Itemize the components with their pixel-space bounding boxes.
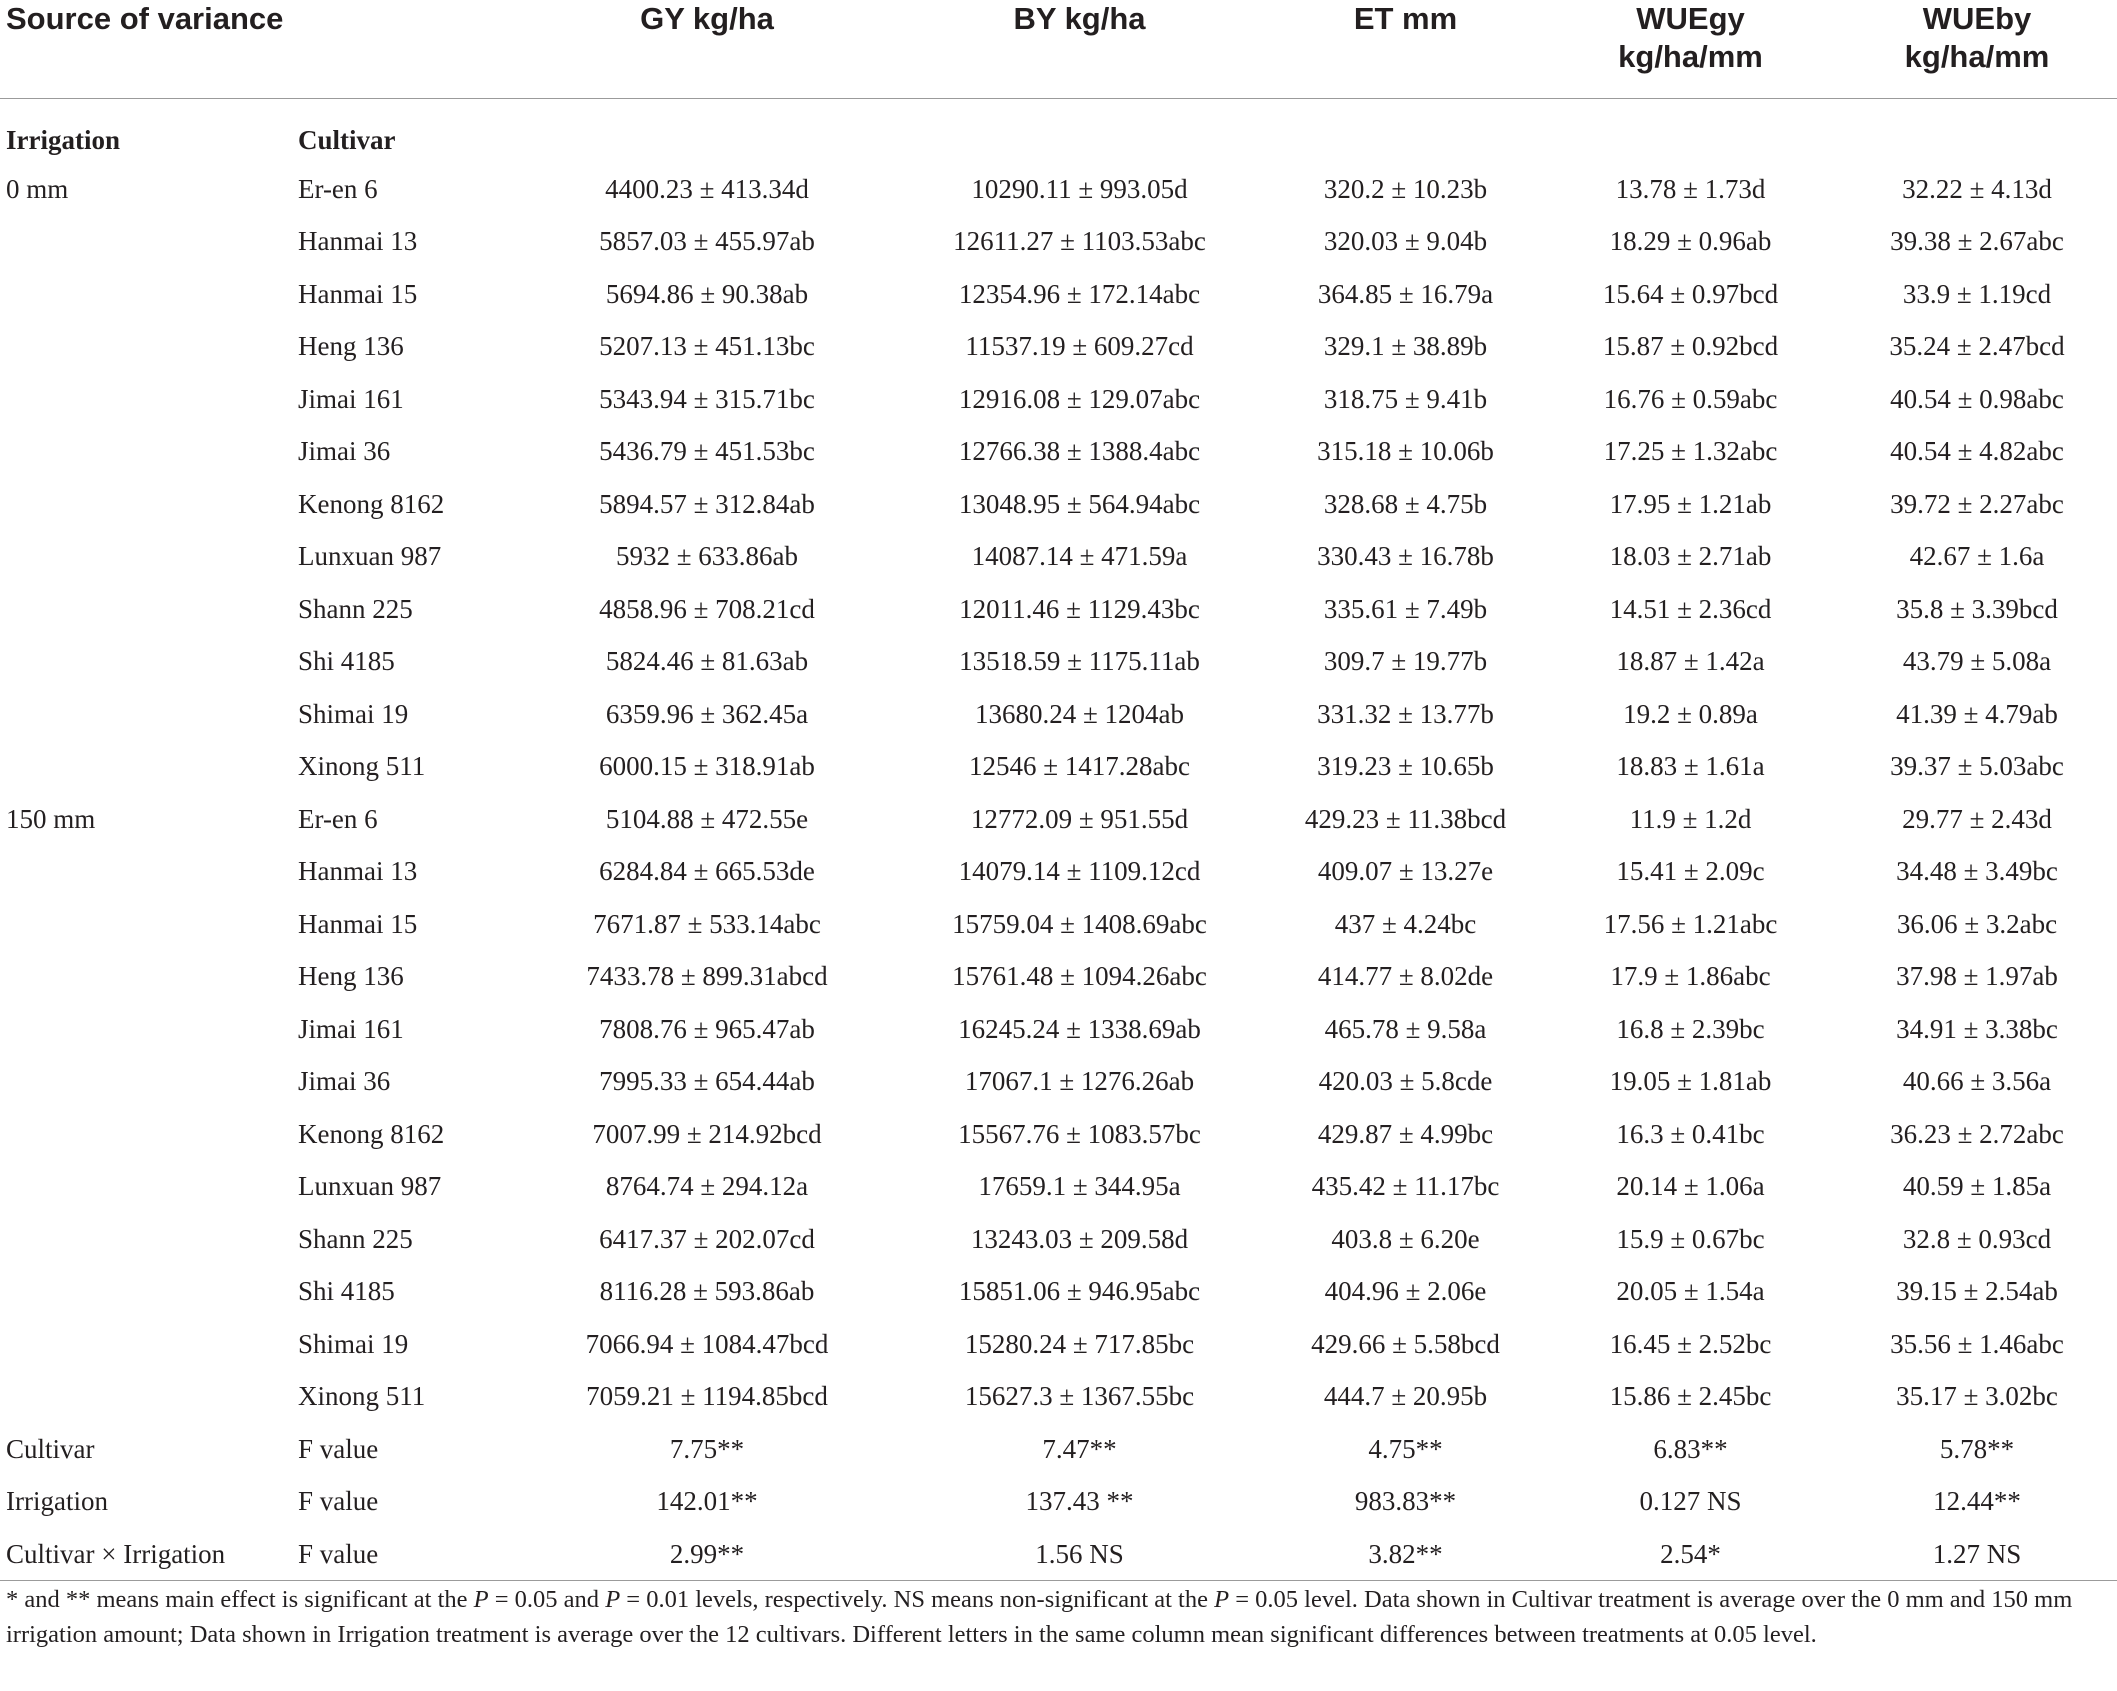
wueby-cell: 41.39 ± 4.79ab [1896, 698, 2058, 729]
et-f-value: 3.82** [1267, 1528, 1544, 1581]
cultivar-name: Jimai 36 [298, 1066, 391, 1097]
irrigation-level [0, 1108, 298, 1161]
by-f-value: 7.47** [1042, 1433, 1117, 1464]
by-cell: 12011.46 ± 1129.43bc [959, 593, 1200, 624]
table-row [0, 216, 2117, 269]
wueby-cell: 39.72 ± 2.27abc [1890, 488, 2064, 519]
et-cell: 465.78 ± 9.58a [1324, 1013, 1487, 1044]
et-cell: 364.85 ± 16.79a [1317, 278, 1494, 309]
wuegy-cell: 18.29 ± 0.96ab [1609, 226, 1772, 257]
cultivar-name: Shann 225 [298, 1223, 413, 1254]
gy-cell: 6417.37 ± 202.07cd [599, 1223, 815, 1254]
table-row [0, 1371, 2117, 1424]
by-cell: 12354.96 ± 172.14abc [958, 278, 1201, 309]
et-cell: 420.03 ± 5.8cde [1318, 1066, 1493, 1097]
table-row [0, 583, 2117, 636]
by-cell: 10290.11 ± 993.05d [971, 173, 1188, 204]
table-row [0, 426, 2117, 479]
by-cell: 14087.14 ± 471.59a [971, 541, 1188, 572]
by-cell: 13680.24 ± 1204ab [974, 698, 1185, 729]
by-cell: 17067.1 ± 1276.26ab [964, 1066, 1195, 1097]
cultivar-name: Er-en 6 [298, 803, 378, 834]
stats-label: F value [298, 1528, 522, 1581]
wueby-cell: 35.24 ± 2.47bcd [1889, 331, 2065, 362]
table-row [0, 1108, 2117, 1161]
wueby-cell: 39.15 ± 2.54ab [1896, 1276, 2058, 1307]
gy-cell: 7671.87 ± 533.14abc [593, 908, 821, 939]
wueby-cell: 35.17 ± 3.02bc [1896, 1381, 2058, 1412]
stats-source: Cultivar × Irrigation [0, 1528, 298, 1581]
et-cell: 331.32 ± 13.77b [1317, 698, 1494, 729]
table-row [0, 1318, 2117, 1371]
et-cell: 444.7 ± 20.95b [1323, 1381, 1488, 1412]
wuegy-cell: 17.9 ± 1.86abc [1610, 961, 1771, 992]
table-row [0, 373, 2117, 426]
gy-cell: 7808.76 ± 965.47ab [599, 1013, 815, 1044]
by-cell: 12916.08 ± 129.07abc [958, 383, 1201, 414]
gy-cell: 5894.57 ± 312.84ab [599, 488, 815, 519]
wueby-f-value: 1.27 NS [1837, 1528, 2117, 1581]
irrigation-level [0, 216, 298, 269]
header-source: Source of variance [6, 1, 284, 36]
by-f-value: 1.56 NS [892, 1528, 1267, 1581]
by-cell: 15280.24 ± 717.85bc [964, 1328, 1195, 1359]
table-row [0, 1056, 2117, 1109]
wuegy-cell: 20.14 ± 1.06a [1616, 1171, 1765, 1202]
cultivar-name: Jimai 36 [298, 436, 391, 467]
by-cell: 16245.24 ± 1338.69ab [958, 1013, 1201, 1044]
cultivar-name: Kenong 8162 [298, 488, 445, 519]
gy-cell: 5857.03 ± 455.97ab [599, 226, 815, 257]
irrigation-level [0, 531, 298, 584]
wuegy-cell: 17.95 ± 1.21ab [1609, 488, 1772, 519]
irrigation-level [0, 373, 298, 426]
gy-cell: 5694.86 ± 90.38ab [605, 278, 809, 309]
irrigation-level [0, 1318, 298, 1371]
et-cell: 330.43 ± 16.78b [1317, 541, 1494, 572]
by-cell: 15567.76 ± 1083.57bc [958, 1118, 1201, 1149]
wueby-cell: 35.56 ± 1.46abc [1890, 1328, 2064, 1359]
wuegy-cell: 16.76 ± 0.59abc [1603, 383, 1778, 414]
cultivar-name: Shimai 19 [298, 1328, 409, 1359]
cultivar-name: Jimai 161 [298, 383, 404, 414]
et-cell: 335.61 ± 7.49b [1323, 593, 1488, 624]
by-cell: 13518.59 ± 1175.11ab [959, 646, 1200, 677]
subheader-row [0, 99, 2117, 164]
gy-cell: 7433.78 ± 899.31abcd [586, 961, 828, 992]
wuegy-cell: 19.2 ± 0.89a [1623, 698, 1758, 729]
wueby-cell: 32.8 ± 0.93cd [1902, 1223, 2052, 1254]
gy-cell: 7059.21 ± 1194.85bcd [586, 1381, 828, 1412]
irrigation-level [0, 583, 298, 636]
wueby-f-value: 12.44** [1933, 1486, 2021, 1517]
stats-source: Irrigation [6, 1486, 108, 1517]
wuegy-cell: 20.05 ± 1.54a [1616, 1276, 1765, 1307]
table-row [0, 478, 2117, 531]
gy-cell: 6284.84 ± 665.53de [599, 856, 815, 887]
table-row [0, 1161, 2117, 1214]
cultivar-name: Heng 136 [298, 961, 404, 992]
subheader-irrigation: Irrigation [6, 124, 120, 155]
gy-cell: 6359.96 ± 362.45a [605, 698, 809, 729]
wueby-cell: 34.48 ± 3.49bc [1896, 856, 2058, 887]
et-cell: 319.23 ± 10.65b [1317, 751, 1494, 782]
wueby-cell: 33.9 ± 1.19cd [1902, 278, 2052, 309]
et-f-value: 4.75** [1368, 1433, 1443, 1464]
gy-cell: 7995.33 ± 654.44ab [599, 1066, 815, 1097]
cultivar-name: Kenong 8162 [298, 1118, 445, 1149]
wueby-cell: 42.67 ± 1.6a [1909, 541, 2045, 572]
stats-label: F value [298, 1486, 379, 1517]
stats-row [0, 1476, 2117, 1529]
gy-f-value: 7.75** [669, 1433, 745, 1464]
irrigation-level [0, 1213, 298, 1266]
table-row [0, 268, 2117, 321]
wuegy-cell: 13.78 ± 1.73d [1615, 173, 1766, 204]
by-cell: 15761.48 ± 1094.26abc [952, 961, 1207, 992]
irrigation-level [0, 321, 298, 374]
wuegy-cell: 14.51 ± 2.36cd [1609, 593, 1772, 624]
gy-cell: 7007.99 ± 214.92bcd [592, 1118, 822, 1149]
wuegy-cell: 15.64 ± 0.97bcd [1602, 278, 1779, 309]
cultivar-name: Er-en 6 [298, 173, 378, 204]
table-row [0, 1266, 2117, 1319]
subheader-cultivar: Cultivar [298, 124, 396, 155]
irrigation-level [0, 846, 298, 899]
irrigation-level [0, 1003, 298, 1056]
wuegy-cell: 15.9 ± 0.67bc [1616, 1223, 1765, 1254]
irrigation-level [0, 688, 298, 741]
header-by: BY kg/ha [1013, 1, 1146, 36]
gy-cell: 4858.96 ± 708.21cd [599, 593, 815, 624]
wuegy-f-value: 6.83** [1653, 1433, 1728, 1464]
wuegy-cell: 17.56 ± 1.21abc [1603, 908, 1778, 939]
by-cell: 17659.1 ± 344.95a [978, 1171, 1181, 1202]
irrigation-level: 150 mm [6, 803, 96, 834]
et-cell: 429.23 ± 11.38bcd [1304, 803, 1507, 834]
gy-cell: 5932 ± 633.86ab [615, 541, 799, 572]
by-cell: 13243.03 ± 209.58d [970, 1223, 1189, 1254]
irrigation-level [0, 1266, 298, 1319]
wueby-cell: 29.77 ± 2.43d [1902, 803, 2052, 834]
cultivar-name: Shann 225 [298, 593, 413, 624]
header-gy: GY kg/ha [640, 1, 774, 36]
wuegy-f-value: 2.54* [1544, 1528, 1837, 1581]
et-cell: 309.7 ± 19.77b [1323, 646, 1488, 677]
cultivar-name: Lunxuan 987 [298, 541, 442, 572]
gy-cell: 5824.46 ± 81.63ab [605, 646, 809, 677]
wuegy-cell: 15.87 ± 0.92bcd [1602, 331, 1779, 362]
cultivar-name: Heng 136 [298, 331, 404, 362]
wueby-cell: 40.54 ± 0.98abc [1890, 383, 2064, 414]
cultivar-name: Jimai 161 [298, 1013, 404, 1044]
table-row [0, 1003, 2117, 1056]
by-cell: 14079.14 ± 1109.12cd [958, 856, 1201, 887]
by-cell: 13048.95 ± 564.94abc [958, 488, 1201, 519]
wueby-f-value: 5.78** [1939, 1433, 2015, 1464]
wueby-cell: 39.38 ± 2.67abc [1890, 226, 2064, 257]
stats-row [0, 1423, 2117, 1476]
wueby-cell: 40.66 ± 3.56a [1902, 1066, 2052, 1097]
stats-label: F value [298, 1433, 379, 1464]
stats-row [0, 1528, 2117, 1581]
et-cell: 315.18 ± 10.06b [1317, 436, 1494, 467]
irrigation-level [0, 1371, 298, 1424]
cultivar-name: Shi 4185 [298, 1276, 395, 1307]
wueby-cell: 36.23 ± 2.72abc [1890, 1118, 2064, 1149]
gy-cell: 5343.94 ± 315.71bc [599, 383, 815, 414]
header-et: ET mm [1353, 1, 1458, 36]
cultivar-name: Hanmai 13 [298, 856, 418, 887]
table-row [0, 898, 2117, 951]
gy-cell: 8764.74 ± 294.12a [605, 1171, 809, 1202]
et-cell: 437 ± 4.24bc [1334, 908, 1477, 939]
gy-cell: 5436.79 ± 451.53bc [599, 436, 815, 467]
cultivar-name: Xinong 511 [298, 1381, 426, 1412]
wueby-cell: 37.98 ± 1.97ab [1896, 961, 2058, 992]
by-cell: 15627.3 ± 1367.55bc [964, 1381, 1195, 1412]
wueby-cell: 40.54 ± 4.82abc [1890, 436, 2064, 467]
by-cell: 12766.38 ± 1388.4abc [958, 436, 1201, 467]
gy-cell: 5207.13 ± 451.13bc [599, 331, 815, 362]
table-row [0, 846, 2117, 899]
wuegy-f-value: 0.127 NS [1639, 1486, 1742, 1517]
gy-cell: 4400.23 ± 413.34d [605, 173, 809, 204]
cultivar-name: Shi 4185 [298, 646, 395, 677]
wuegy-cell: 11.9 ± 1.2d [1629, 803, 1752, 834]
cultivar-name: Hanmai 13 [298, 226, 418, 257]
wuegy-cell: 15.41 ± 2.09c [1616, 856, 1765, 887]
et-cell: 429.66 ± 5.58bcd [1311, 1328, 1500, 1359]
et-cell: 329.1 ± 38.89b [1323, 331, 1488, 362]
table-row [0, 793, 2117, 846]
et-cell: 435.42 ± 11.17bc [1311, 1171, 1500, 1202]
et-f-value: 983.83** [1354, 1486, 1457, 1517]
irrigation-level [0, 741, 298, 794]
by-cell: 12772.09 ± 951.55d [970, 803, 1189, 834]
wueby-cell: 36.06 ± 3.2abc [1896, 908, 2058, 939]
table-row [0, 951, 2117, 1004]
header-row [0, 0, 2117, 99]
header-wuegy: WUEgy kg/ha/mm [1618, 1, 1763, 74]
table-row [0, 741, 2117, 794]
stats-source: Cultivar [6, 1433, 95, 1464]
wuegy-cell: 16.3 ± 0.41bc [1616, 1118, 1765, 1149]
et-cell: 414.77 ± 8.02de [1317, 961, 1494, 992]
wuegy-cell: 18.83 ± 1.61a [1616, 751, 1765, 782]
irrigation-level [0, 426, 298, 479]
by-cell: 15851.06 ± 946.95abc [958, 1276, 1201, 1307]
by-cell: 12611.27 ± 1103.53abc [953, 226, 1206, 257]
cultivar-name: Shimai 19 [298, 698, 409, 729]
by-cell: 15759.04 ± 1408.69abc [952, 908, 1207, 939]
wueby-cell: 32.22 ± 4.13d [1902, 173, 2052, 204]
irrigation-level [0, 478, 298, 531]
wueby-cell: 35.8 ± 3.39bcd [1896, 593, 2058, 624]
irrigation-level [0, 268, 298, 321]
wueby-cell: 34.91 ± 3.38bc [1896, 1013, 2058, 1044]
irrigation-level [0, 1161, 298, 1214]
et-cell: 404.96 ± 2.06e [1324, 1276, 1487, 1307]
wuegy-cell: 18.87 ± 1.42a [1616, 646, 1765, 677]
table-row [0, 688, 2117, 741]
wuegy-cell: 16.8 ± 2.39bc [1616, 1013, 1765, 1044]
wuegy-cell: 17.25 ± 1.32abc [1603, 436, 1778, 467]
wueby-cell: 43.79 ± 5.08a [1902, 646, 2052, 677]
et-cell: 429.87 ± 4.99bc [1317, 1118, 1494, 1149]
irrigation-level: 0 mm [6, 173, 69, 204]
table-row [0, 163, 2117, 216]
gy-cell: 6000.15 ± 318.91ab [599, 751, 815, 782]
irrigation-level [0, 898, 298, 951]
wuegy-cell: 15.86 ± 2.45bc [1609, 1381, 1772, 1412]
et-cell: 320.03 ± 9.04b [1323, 226, 1488, 257]
et-cell: 320.2 ± 10.23b [1323, 173, 1488, 204]
cultivar-name: Hanmai 15 [298, 908, 418, 939]
table-row [0, 321, 2117, 374]
by-cell: 11537.19 ± 609.27cd [965, 331, 1194, 362]
wueby-cell: 39.37 ± 5.03abc [1890, 751, 2064, 782]
table-row [0, 531, 2117, 584]
gy-f-value: 2.99** [522, 1528, 892, 1581]
et-cell: 403.8 ± 6.20e [1331, 1223, 1480, 1254]
by-cell: 12546 ± 1417.28abc [968, 751, 1191, 782]
et-cell: 409.07 ± 13.27e [1317, 856, 1494, 887]
table-row [0, 1213, 2117, 1266]
irrigation-level [0, 636, 298, 689]
wuegy-cell: 18.03 ± 2.71ab [1609, 541, 1772, 572]
cultivar-name: Hanmai 15 [298, 278, 418, 309]
irrigation-level [0, 1056, 298, 1109]
et-cell: 328.68 ± 4.75b [1323, 488, 1488, 519]
header-wueby: WUEby kg/ha/mm [1904, 1, 2050, 74]
et-cell: 318.75 ± 9.41b [1323, 383, 1488, 414]
by-f-value: 137.43 ** [1025, 1486, 1134, 1517]
gy-cell: 7066.94 ± 1084.47bcd [585, 1328, 829, 1359]
gy-cell: 8116.28 ± 593.86ab [599, 1276, 815, 1307]
wuegy-cell: 16.45 ± 2.52bc [1609, 1328, 1772, 1359]
irrigation-level [0, 951, 298, 1004]
table-row [0, 636, 2117, 689]
gy-f-value: 142.01** [656, 1486, 758, 1517]
wuegy-cell: 19.05 ± 1.81ab [1609, 1066, 1772, 1097]
cultivar-name: Lunxuan 987 [298, 1171, 442, 1202]
table-footnote: * and ** means main effect is significant at the P = 0.05 and P = 0.01 levels, respectively. NS means non-significant at the P = 0.05 level. Data shown in Cultivar treatment is average over the 0 mm and 150 mm irrigation amount; Data shown in Irrigation treatment is average over the 12 cultivars. Different letters in the same column mean significant differences between treatments at 0.05 level. [6, 1586, 2073, 1648]
gy-cell: 5104.88 ± 472.55e [605, 803, 809, 834]
cultivar-name: Xinong 511 [298, 751, 426, 782]
wueby-cell: 40.59 ± 1.85a [1902, 1171, 2052, 1202]
